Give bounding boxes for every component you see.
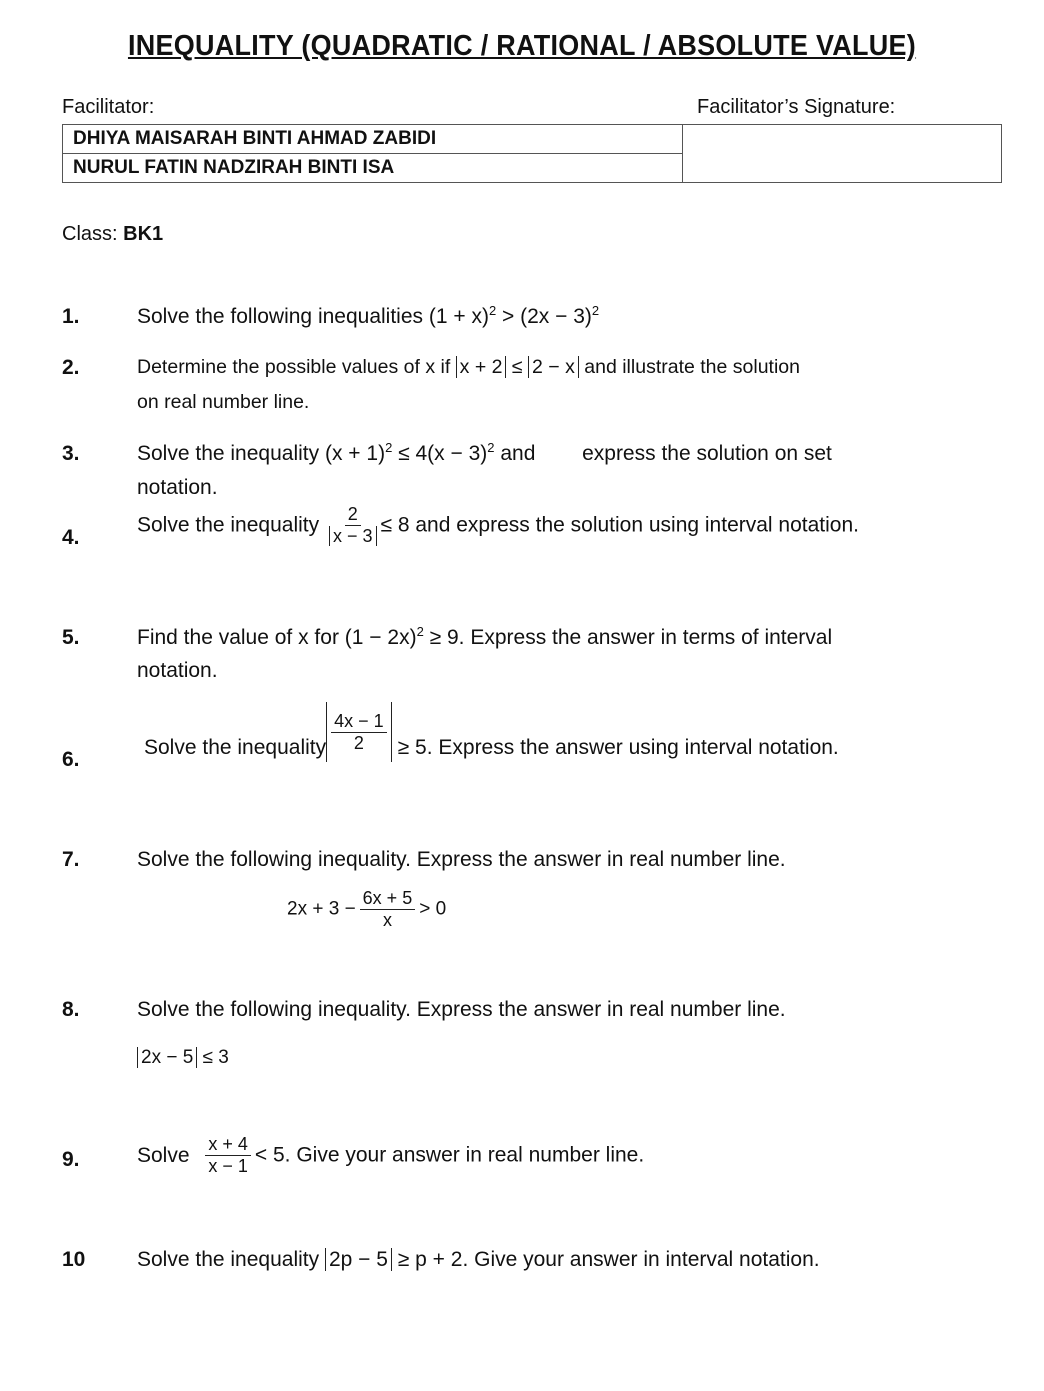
- math-text: ≤ 3: [197, 1047, 229, 1068]
- math-group: [63, 125, 1002, 154]
- math-text: Solve: [137, 1143, 196, 1167]
- math-text: 2: [345, 504, 361, 526]
- facilitator-label: Facilitator:: [62, 96, 155, 118]
- math-text: x + 2: [456, 356, 507, 378]
- math-text: ≤ 4(x − 3): [392, 442, 488, 465]
- math-text: Solve the inequality: [137, 442, 325, 465]
- math-text: x − 1: [208, 1155, 248, 1176]
- facilitator-name: NURUL FATIN NADZIRAH BINTI ISA: [63, 154, 683, 183]
- math-text: 2: [488, 303, 497, 318]
- math-text: and illustrate the solution: [578, 356, 800, 378]
- question-3-line2: notation.: [137, 476, 218, 499]
- question-number: 4.: [62, 526, 80, 549]
- question-5-line2: notation.: [137, 659, 218, 682]
- math-text: (1 − 2x): [344, 626, 417, 649]
- math-group: [326, 702, 392, 762]
- question-number: 6.: [62, 748, 80, 771]
- question-5: [137, 626, 832, 650]
- math-text: < 5. Give your answer in real number line.: [254, 1143, 645, 1167]
- math-text: 6x + 5: [360, 888, 416, 910]
- question-number: 5.: [62, 626, 80, 649]
- question-8-equation: [137, 1047, 229, 1069]
- math-text: x − 3: [329, 526, 377, 547]
- question-number: 2.: [62, 356, 80, 379]
- math-text: 2p − 5: [325, 1248, 392, 1271]
- question-1: [137, 305, 599, 329]
- question-number: 3.: [62, 442, 80, 465]
- question-2-line2: on real number line.: [137, 391, 310, 413]
- math-text: 2 − x: [528, 356, 579, 378]
- math-text: x + 4: [205, 1134, 251, 1156]
- question-9: [137, 1134, 644, 1176]
- question-8: Solve the following inequality. Express the answer in real number line.: [137, 998, 786, 1021]
- page-title: INEQUALITY (QUADRATIC / RATIONAL / ABSOLUTE VALUE): [127, 30, 917, 62]
- question-4: [137, 504, 859, 546]
- math-text: Solve the inequality: [144, 736, 327, 759]
- signature-label: Facilitator’s Signature:: [697, 96, 896, 118]
- math-text: and express the solution on set: [494, 442, 832, 465]
- math-text: Determine the possible values of x if: [137, 356, 456, 378]
- math-text: (x + 1): [324, 442, 386, 465]
- question-number: 1.: [62, 305, 80, 328]
- math-text: (1 + x): [428, 305, 489, 328]
- question-number: 9.: [62, 1148, 80, 1171]
- math-text: 2x + 3 −: [287, 898, 356, 920]
- math-text: ≤: [506, 356, 529, 378]
- math-text: x: [382, 909, 392, 930]
- question-number: 10: [62, 1248, 86, 1271]
- signature-box: [683, 125, 1002, 183]
- math-text: 2: [353, 732, 364, 753]
- math-text: Find the value of x for: [137, 626, 345, 649]
- facilitator-table: [62, 124, 1002, 183]
- question-number: 8.: [62, 998, 80, 1021]
- math-text: Solve the inequality: [137, 1248, 325, 1271]
- math-text: > 0: [419, 898, 447, 920]
- math-group: [205, 1134, 251, 1176]
- class-info: [62, 223, 163, 246]
- math-text: > (2x − 3): [496, 305, 592, 328]
- question-number: 7.: [62, 848, 80, 871]
- math-text: Solve the inequality: [137, 513, 325, 537]
- math-text: 2: [416, 624, 424, 639]
- question-6: [144, 702, 839, 762]
- math-group: [360, 888, 416, 930]
- math-text: ≥ 9. Express the answer in terms of interval: [423, 626, 833, 649]
- math-text: ≥ 5. Express the answer using interval notation.: [397, 736, 839, 759]
- facilitator-name: DHIYA MAISARAH BINTI AHMAD ZABIDI: [63, 125, 683, 154]
- question-7-equation: [287, 888, 446, 930]
- math-text: Class:: [62, 223, 118, 245]
- math-text: 2: [591, 303, 600, 318]
- math-text: 2x − 5: [137, 1047, 197, 1068]
- fraction: [329, 504, 377, 546]
- math-text: 2: [385, 440, 393, 455]
- question-7: Solve the following inequality. Express the answer in real number line.: [137, 848, 786, 871]
- question-2: [137, 356, 800, 379]
- class-value: BK1: [123, 223, 164, 245]
- math-group: [331, 711, 387, 753]
- math-text: 2: [487, 440, 495, 455]
- math-text: Solve the following inequalities: [137, 305, 429, 328]
- question-3: [137, 442, 832, 466]
- math-text: ≤ 8 and express the solution using interval notation.: [380, 513, 859, 537]
- math-text: 4x − 1: [331, 711, 387, 733]
- math-text: ≥ p + 2. Give your answer in interval notation.: [391, 1248, 820, 1271]
- question-10: [137, 1248, 820, 1272]
- math-group: [63, 125, 1002, 183]
